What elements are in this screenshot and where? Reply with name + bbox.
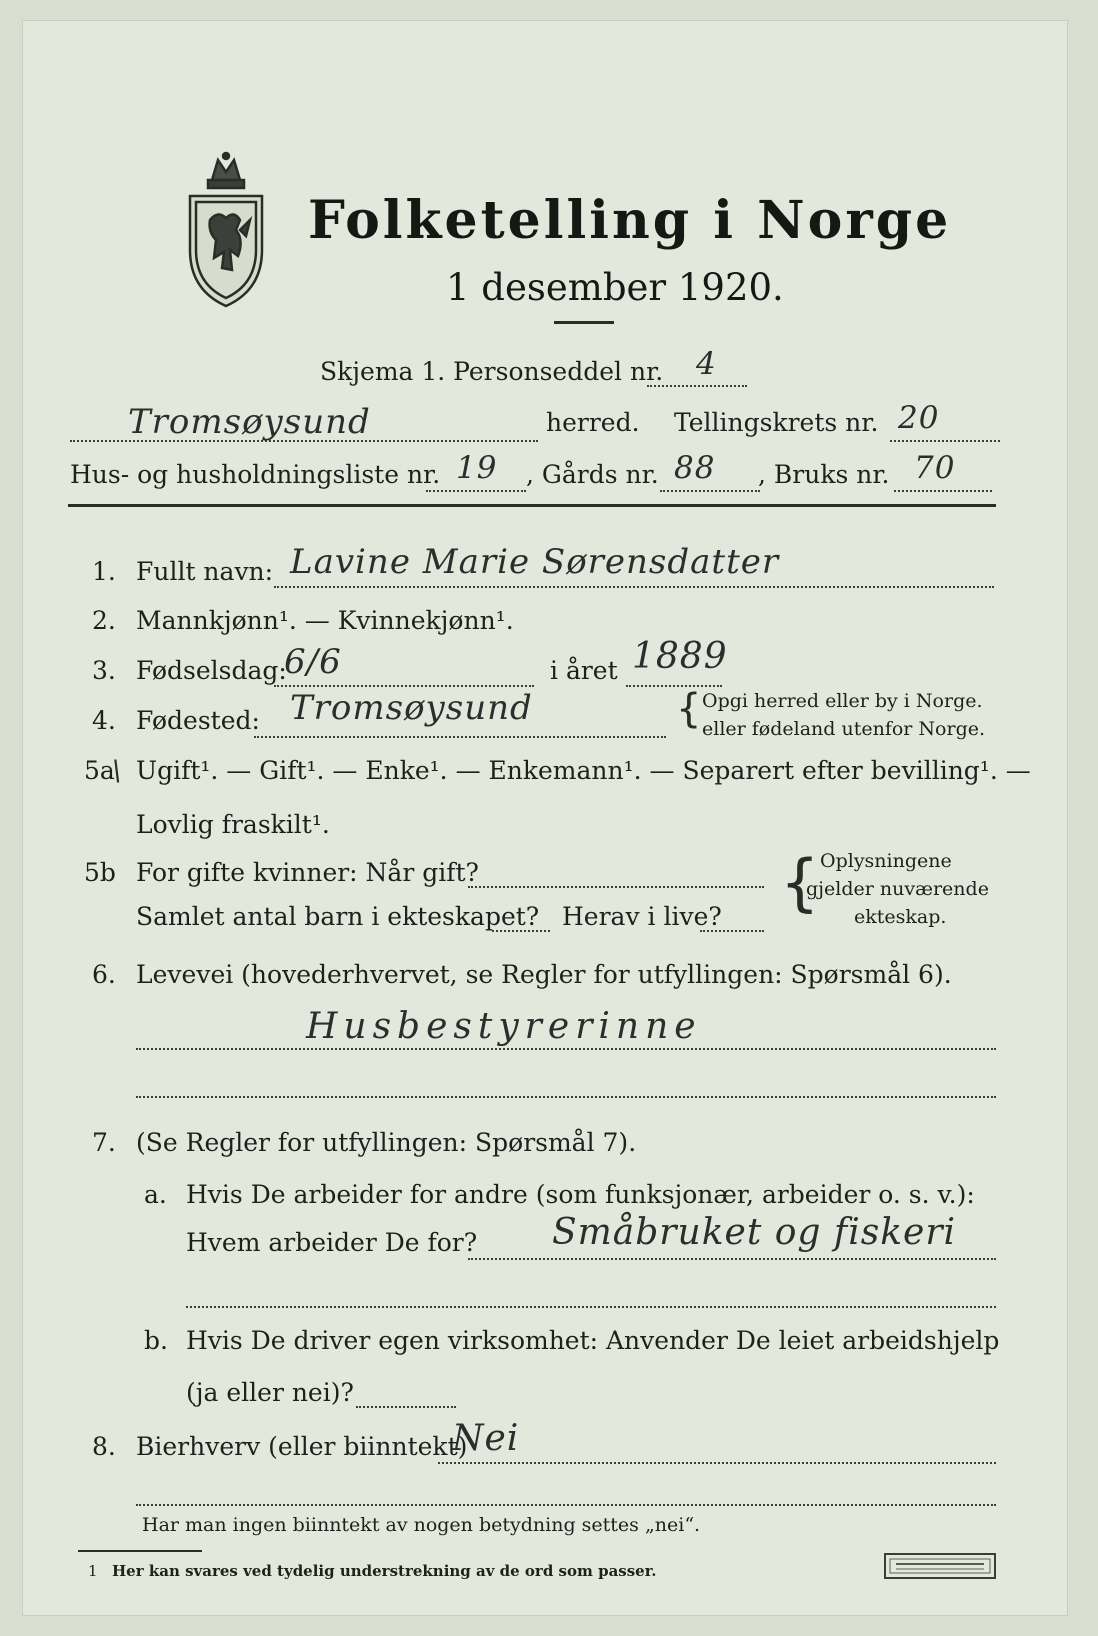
tellingskrets-dots [890,440,1000,442]
q1-dots [274,586,994,588]
form-title: Folketelling i Norge [308,190,952,251]
q7a-label: Hvis De arbeider for andre (som funksjonær, arbeider o. s. v.): [186,1180,975,1209]
q3-year-dots [626,685,722,687]
q5a-number: 5a [84,756,115,785]
q7-label: (Se Regler for utfyllingen: Spørsmål 7). [136,1128,637,1157]
q8-note: Har man ingen biinntekt av nogen betydning settes „nei“. [142,1514,701,1536]
form-date: 1 desember 1920. [446,266,784,309]
q3-year-label: i året [550,656,618,685]
q5b-alive-dots [700,930,764,932]
skjema-label: Skjema 1. Personseddel nr. [320,357,664,386]
q5b-label: For gifte kvinner: Når gift? [136,858,479,887]
q7a-dots [468,1258,996,1260]
q1-number: 1. [92,557,116,586]
bruks-value: 70 [914,450,956,486]
q4-label: Fødested: [136,706,260,735]
q4-brace: { [676,686,702,732]
q5a-label-line2: Lovlig fraskilt¹. [136,810,330,839]
bruks-label: , Bruks nr. [758,460,890,489]
q7a-employer-label: Hvem arbeider De for? [186,1228,478,1257]
q6-number: 6. [92,960,116,989]
footnote-rule [78,1550,202,1552]
gards-dots [660,490,760,492]
q3-birth-date: 6/6 [284,642,342,682]
tellingskrets-value: 20 [898,400,940,436]
q6-dots-line2 [136,1096,996,1098]
q5b-married-dots [468,886,764,888]
title-divider [554,321,614,324]
q6-label: Levevei (hovederhvervet, se Regler for utfyllingen: Spørsmål 6). [136,960,952,989]
q7b-letter: b. [144,1326,168,1355]
q7b-dots [356,1406,456,1408]
q4-note-line2: eller fødeland utenfor Norge. [702,718,986,740]
gards-value: 88 [674,450,716,486]
husholdningsliste-label: Hus- og husholdningsliste nr. [70,460,441,489]
skjema-dots [647,385,747,387]
gards-label: , Gårds nr. [526,460,659,489]
husholdningsliste-dots [426,490,526,492]
q6-occupation: Husbestyrerinne [306,1006,702,1047]
q7-number: 7. [92,1128,116,1157]
q1-label: Fullt navn: [136,557,274,586]
norwegian-lion-coat-of-arms-icon [184,150,268,310]
footnote-text: Her kan svares ved tydelig understrekning av de ord som passer. [112,1562,657,1580]
q2-number: 2. [92,606,116,635]
q4-note-line1: Opgi herred eller by i Norge. [702,690,983,712]
census-form-page [22,20,1068,1616]
q5b-note-line3: ekteskap. [854,906,947,928]
herred-label: herred. [546,408,640,437]
q3-birth-year: 1889 [632,636,728,677]
q5b-children-dots [492,930,550,932]
q5b-number: 5b [84,858,116,887]
q7a-letter: a. [144,1180,167,1209]
q4-dots [254,736,666,738]
q6-dots-line1 [136,1048,996,1050]
q5b-brace: { [780,846,820,919]
q3-dots [274,685,534,687]
husholdningsliste-value: 19 [456,450,498,486]
skjema-value: 4 [696,346,717,382]
q7a-employer-value: Småbruket og fiskeri [552,1212,957,1253]
q2-label: Mannkjønn¹. — Kvinnekjønn¹. [136,606,514,635]
q8-dots [438,1462,996,1464]
q7b-label: Hvis De driver egen virksomhet: Anvender De leiet arbeidshjelp [186,1326,1000,1355]
printer-stamp-icon [884,1553,996,1579]
q5a-pencil-mark: \ [112,754,123,787]
q5b-note-line2: gjelder nuværende [806,878,989,900]
q5b-alive-label: Herav i live? [562,902,722,931]
q7a-dots-line2 [186,1306,996,1308]
q8-number: 8. [92,1432,116,1461]
q5a-label: Ugift¹. — Gift¹. — Enke¹. — Enkemann¹. — Separert efter bevilling¹. — [136,756,1031,785]
q4-number: 4. [92,706,116,735]
herred-value: Tromsøysund [128,402,371,442]
bruks-dots [894,490,992,492]
footnote-number: 1 [88,1562,98,1580]
q3-number: 3. [92,656,116,685]
q8-label: Bierhverv (eller biinntekt) [136,1432,468,1461]
header-rule [68,504,996,507]
q4-birthplace: Tromsøysund [290,688,533,728]
q8-dots-line2 [136,1504,996,1506]
q7b-label-line2: (ja eller nei)? [186,1378,354,1407]
q5b-children-label: Samlet antal barn i ekteskapet? [136,902,540,931]
tellingskrets-label: Tellingskrets nr. [674,408,879,437]
q8-value: Nei [452,1418,520,1459]
q3-label: Fødselsdag: [136,656,287,685]
q1-full-name: Lavine Marie Sørensdatter [290,542,780,582]
q5b-note-line1: Oplysningene [820,850,952,872]
